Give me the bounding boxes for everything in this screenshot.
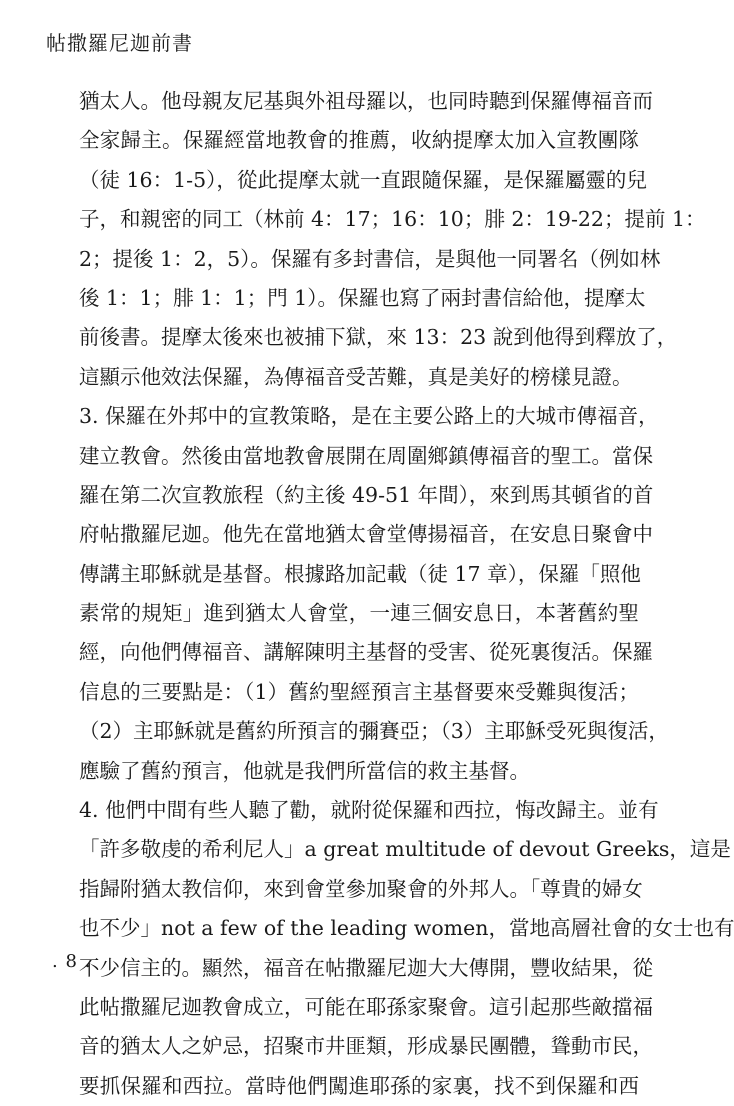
text-line: （徒 16：1-5），從此提摩太就一直跟隨保羅，是保羅屬靈的兒	[79, 167, 647, 192]
text-line: 2；提後 1：2，5）。保羅有多封書信，是與他一同署名（例如林	[79, 246, 661, 271]
text-line: 經，向他們傳福音、講解陳明主基督的受害、從死裏復活。保羅	[79, 640, 653, 665]
text-line: 子，和親密的同工（林前 4：17；16：10；腓 2：19-22；提前 1：	[79, 207, 706, 232]
text-line: 羅在第二次宣教旅程（約主後 49-51 年間），來到馬其頓省的首	[79, 482, 654, 507]
text-line: 猶太人。他母親友尼基與外祖母羅以，也同時聽到保羅傳福音而	[79, 89, 653, 113]
text-line: 3. 保羅在外邦中的宣教策略，是在主要公路上的大城市傳福音，	[79, 404, 659, 429]
running-header: 帖撒羅尼迦前書	[46, 31, 193, 55]
text-line: 府帖撒羅尼迦。他先在當地猶太會堂傳揚福音，在安息日聚會中	[79, 522, 653, 547]
page-number: . 8 .	[52, 951, 92, 972]
text-line: 4. 他們中間有些人聽了勸，就附從保羅和西拉，悔改歸主。並有	[79, 798, 659, 823]
text-line: 傳講主耶穌就是基督。根據路加記載（徒 17 章），保羅「照他	[79, 561, 641, 586]
text-line: 全家歸主。保羅經當地教會的推薦，收納提摩太加入宣教團隊	[79, 128, 639, 153]
text-line: 信息的三要點是：（1）舊約聖經預言主基督要來受難與復活；	[79, 679, 639, 704]
text-line: 後 1：1；腓 1：1；門 1）。保羅也寫了兩封書信給他，提摩太	[79, 285, 646, 310]
body-text	[79, 82, 734, 1106]
text-line: 「許多敬虔的希利尼人」a great multitude of devout Greeks，這是	[79, 837, 731, 862]
text-line: 指歸附猶太教信仰，來到會堂參加聚會的外邦人。「尊貴的婦女	[79, 876, 643, 901]
text-line: 素常的規矩」進到猶太人會堂，一連三個安息日，本著舊約聖	[79, 601, 639, 626]
text-line: 建立教會。然後由當地教會展開在周圍鄉鎮傳福音的聖工。當保	[79, 443, 653, 468]
text-line: 此帖撒羅尼迦教會成立，可能在耶孫家聚會。這引起那些敵擋福	[79, 994, 653, 1019]
text-line: 不少信主的。顯然，福音在帖撒羅尼迦大大傳開，豐收結果，從	[79, 955, 653, 980]
text-line: （2）主耶穌就是舊約所預言的彌賽亞；（3）主耶穌受死與復活，	[79, 719, 669, 744]
text-line: 音的猶太人之妒忌，招聚市井匪類，形成暴民團體，聳動市民，	[79, 1034, 653, 1059]
text-line: 要抓保羅和西拉。當時他們闖進耶孫的家裏，找不到保羅和西	[79, 1073, 639, 1098]
text-line: 這顯示他效法保羅，為傳福音受苦難，真是美好的榜樣見證。	[79, 364, 633, 389]
text-line: 應驗了舊約預言，他就是我們所當信的救主基督。	[79, 758, 530, 783]
text-line: 前後書。提摩太後來也被捕下獄，來 13：23 說到他得到釋放了，	[79, 325, 678, 350]
text-line: 也不少」not a few of the leading women，當地高層社會的女士也有	[79, 916, 734, 941]
